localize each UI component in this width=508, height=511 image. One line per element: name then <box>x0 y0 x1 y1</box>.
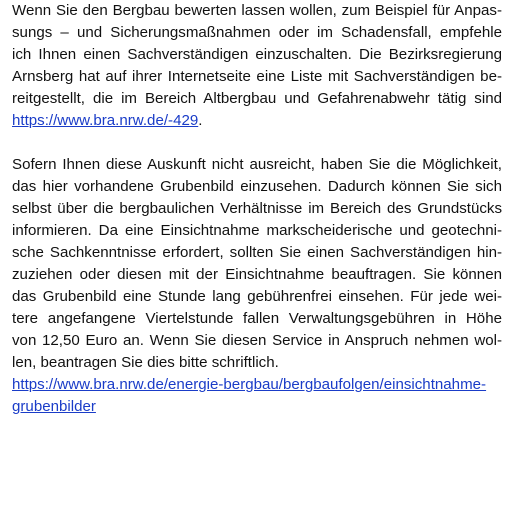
text-line: zuziehen oder diesen mit der Einsichtnahme beauftragen. Sie können <box>12 266 502 283</box>
text-line: ich Ihnen einen Sachverständigen einzuschalten. Die Bezirksregierung <box>12 46 502 63</box>
text-line: tere angefangene Viertelstunde fallen Verwaltungsgebühren in Höhe <box>12 310 502 327</box>
paragraph-grubenbild <box>12 154 502 418</box>
text-line: reitgestellt, die im Bereich Altbergbau und Gefahrenabwehr tätig sind <box>12 90 502 107</box>
text-line: von 12,50 Euro an. Wenn Sie diesen Service in Anspruch nehmen wol- <box>12 332 502 349</box>
text-line: informieren. Da eine Einsichtnahme markscheiderische und geotechni- <box>12 222 502 239</box>
einsichtnahme-grubenbilder-link[interactable]: https://www.bra.nrw.de/energie-bergbau/bergbaufolgen/einsichtnahme- <box>12 376 487 393</box>
link-suffix: . <box>198 112 203 129</box>
link-line <box>12 374 502 396</box>
link-line <box>12 110 502 132</box>
text-line: selbst über die bergbaulichen Verhältnisse im Bereich des Grundstücks <box>12 200 502 217</box>
text-line: das Grubenbild eine Stunde lang gebührenfrei einsehen. Für jede wei- <box>12 288 502 305</box>
text-line: sungs – und Sicherungsmaßnahmen oder im Schadensfall, empfehle <box>12 24 502 41</box>
text-line: das hier vorhandene Grubenbild einzusehen. Dadurch können Sie sich <box>12 178 502 195</box>
text-line: sche Sachkenntnisse erfordert, sollten Sie einen Sachverständigen hin- <box>12 244 502 261</box>
text-line: Wenn Sie den Bergbau bewerten lassen wollen, zum Beispiel für Anpas- <box>12 2 502 19</box>
paragraph-sachverstaendige <box>12 0 502 132</box>
sachverstaendige-list-link[interactable]: https://www.bra.nrw.de/-429 <box>12 112 199 129</box>
text-line: Sofern Ihnen diese Auskunft nicht ausreicht, haben Sie die Möglichkeit, <box>12 156 502 173</box>
text-line: len, beantragen Sie dies bitte schriftlich. <box>12 354 279 371</box>
paragraph-gap <box>12 132 502 154</box>
document-body <box>12 0 502 418</box>
link-line <box>12 396 502 418</box>
text-line: Arnsberg hat auf ihrer Internetseite eine Liste mit Sachverständigen be- <box>12 68 502 85</box>
einsichtnahme-grubenbilder-link-continued[interactable]: grubenbilder <box>12 398 96 415</box>
